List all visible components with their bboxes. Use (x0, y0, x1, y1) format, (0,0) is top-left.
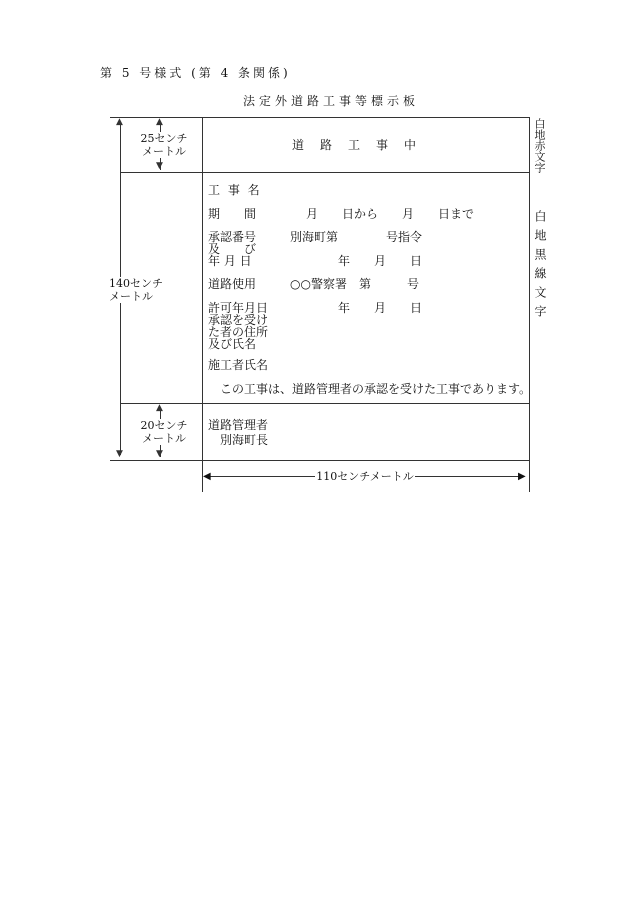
dim-20-down-arrow-icon: ▼ (156, 449, 163, 459)
dim-20-up-arrow-icon: ▲ (156, 403, 163, 413)
dim-25-down-arrow-icon: ▼ (156, 161, 163, 171)
board-bottom-line (110, 460, 530, 461)
road-manager-value: 別海町長 (220, 433, 269, 447)
dim-140-up-arrow-icon: ▲ (116, 117, 123, 127)
dim-140-label-2: メートル (109, 290, 153, 303)
road-manager-label: 道路管理者 (208, 418, 269, 432)
approval-label-1: 承認番号 (208, 230, 257, 244)
permit-date-value: 年 月 日 (338, 301, 423, 315)
header-color-note: 白地赤文字 (533, 118, 546, 173)
footer-divider-line (120, 403, 530, 404)
construction-name-label: 工 事 名 (208, 183, 262, 197)
dim-25-label-1: 25センチ (135, 132, 193, 145)
board-top-line (110, 117, 530, 118)
period-value: 月 日から 月 日まで (282, 207, 475, 221)
dim-20-label-2: メートル (135, 432, 193, 445)
width-label: 110センチメートル (316, 470, 414, 483)
contractor-name-label: 施工者氏名 (208, 358, 269, 372)
approval-value-1: 別海町第 号指令 (290, 230, 423, 244)
approval-label-3: 年 月 日 (208, 254, 252, 268)
width-left-arrow-icon: ◀ (203, 471, 211, 482)
body-color-note: 白地黒線文字 (533, 210, 547, 324)
approval-value-2: 年 月 日 (338, 254, 423, 268)
approval-statement: この工事は、道路管理者の承認を受けた工事であります。 (220, 382, 532, 396)
period-label: 期 間 (208, 207, 257, 221)
approved-person-label-2: た者の住所 (208, 325, 269, 339)
width-right-arrow-icon: ▶ (518, 471, 526, 482)
road-use-value: ○○警察署 第 号 (290, 277, 419, 291)
board-left-line (202, 117, 203, 462)
road-use-label: 道路使用 (208, 277, 257, 291)
header-divider-line (120, 172, 530, 173)
dim-20-label-1: 20センチ (135, 419, 193, 432)
approved-person-label-3: 及び氏名 (208, 337, 257, 351)
dim-140-down-arrow-icon: ▼ (116, 449, 123, 459)
dim-25-label-2: メートル (135, 145, 193, 158)
dim-140-label-1: 140センチ (109, 277, 163, 290)
approval-label-2: 及 び (208, 242, 257, 256)
header-road-construction: 道 路 工 事 中 (292, 138, 419, 152)
dim-25-up-arrow-icon: ▲ (156, 117, 163, 127)
form-number-label: 第 5 号様式 (第 4 条関係) (100, 66, 291, 80)
permit-date-label: 許可年月日 (208, 301, 269, 315)
sign-title: 法定外道路工事等標示板 (243, 94, 420, 108)
approved-person-label-1: 承認を受け (208, 313, 269, 327)
board-right-line (529, 117, 530, 492)
